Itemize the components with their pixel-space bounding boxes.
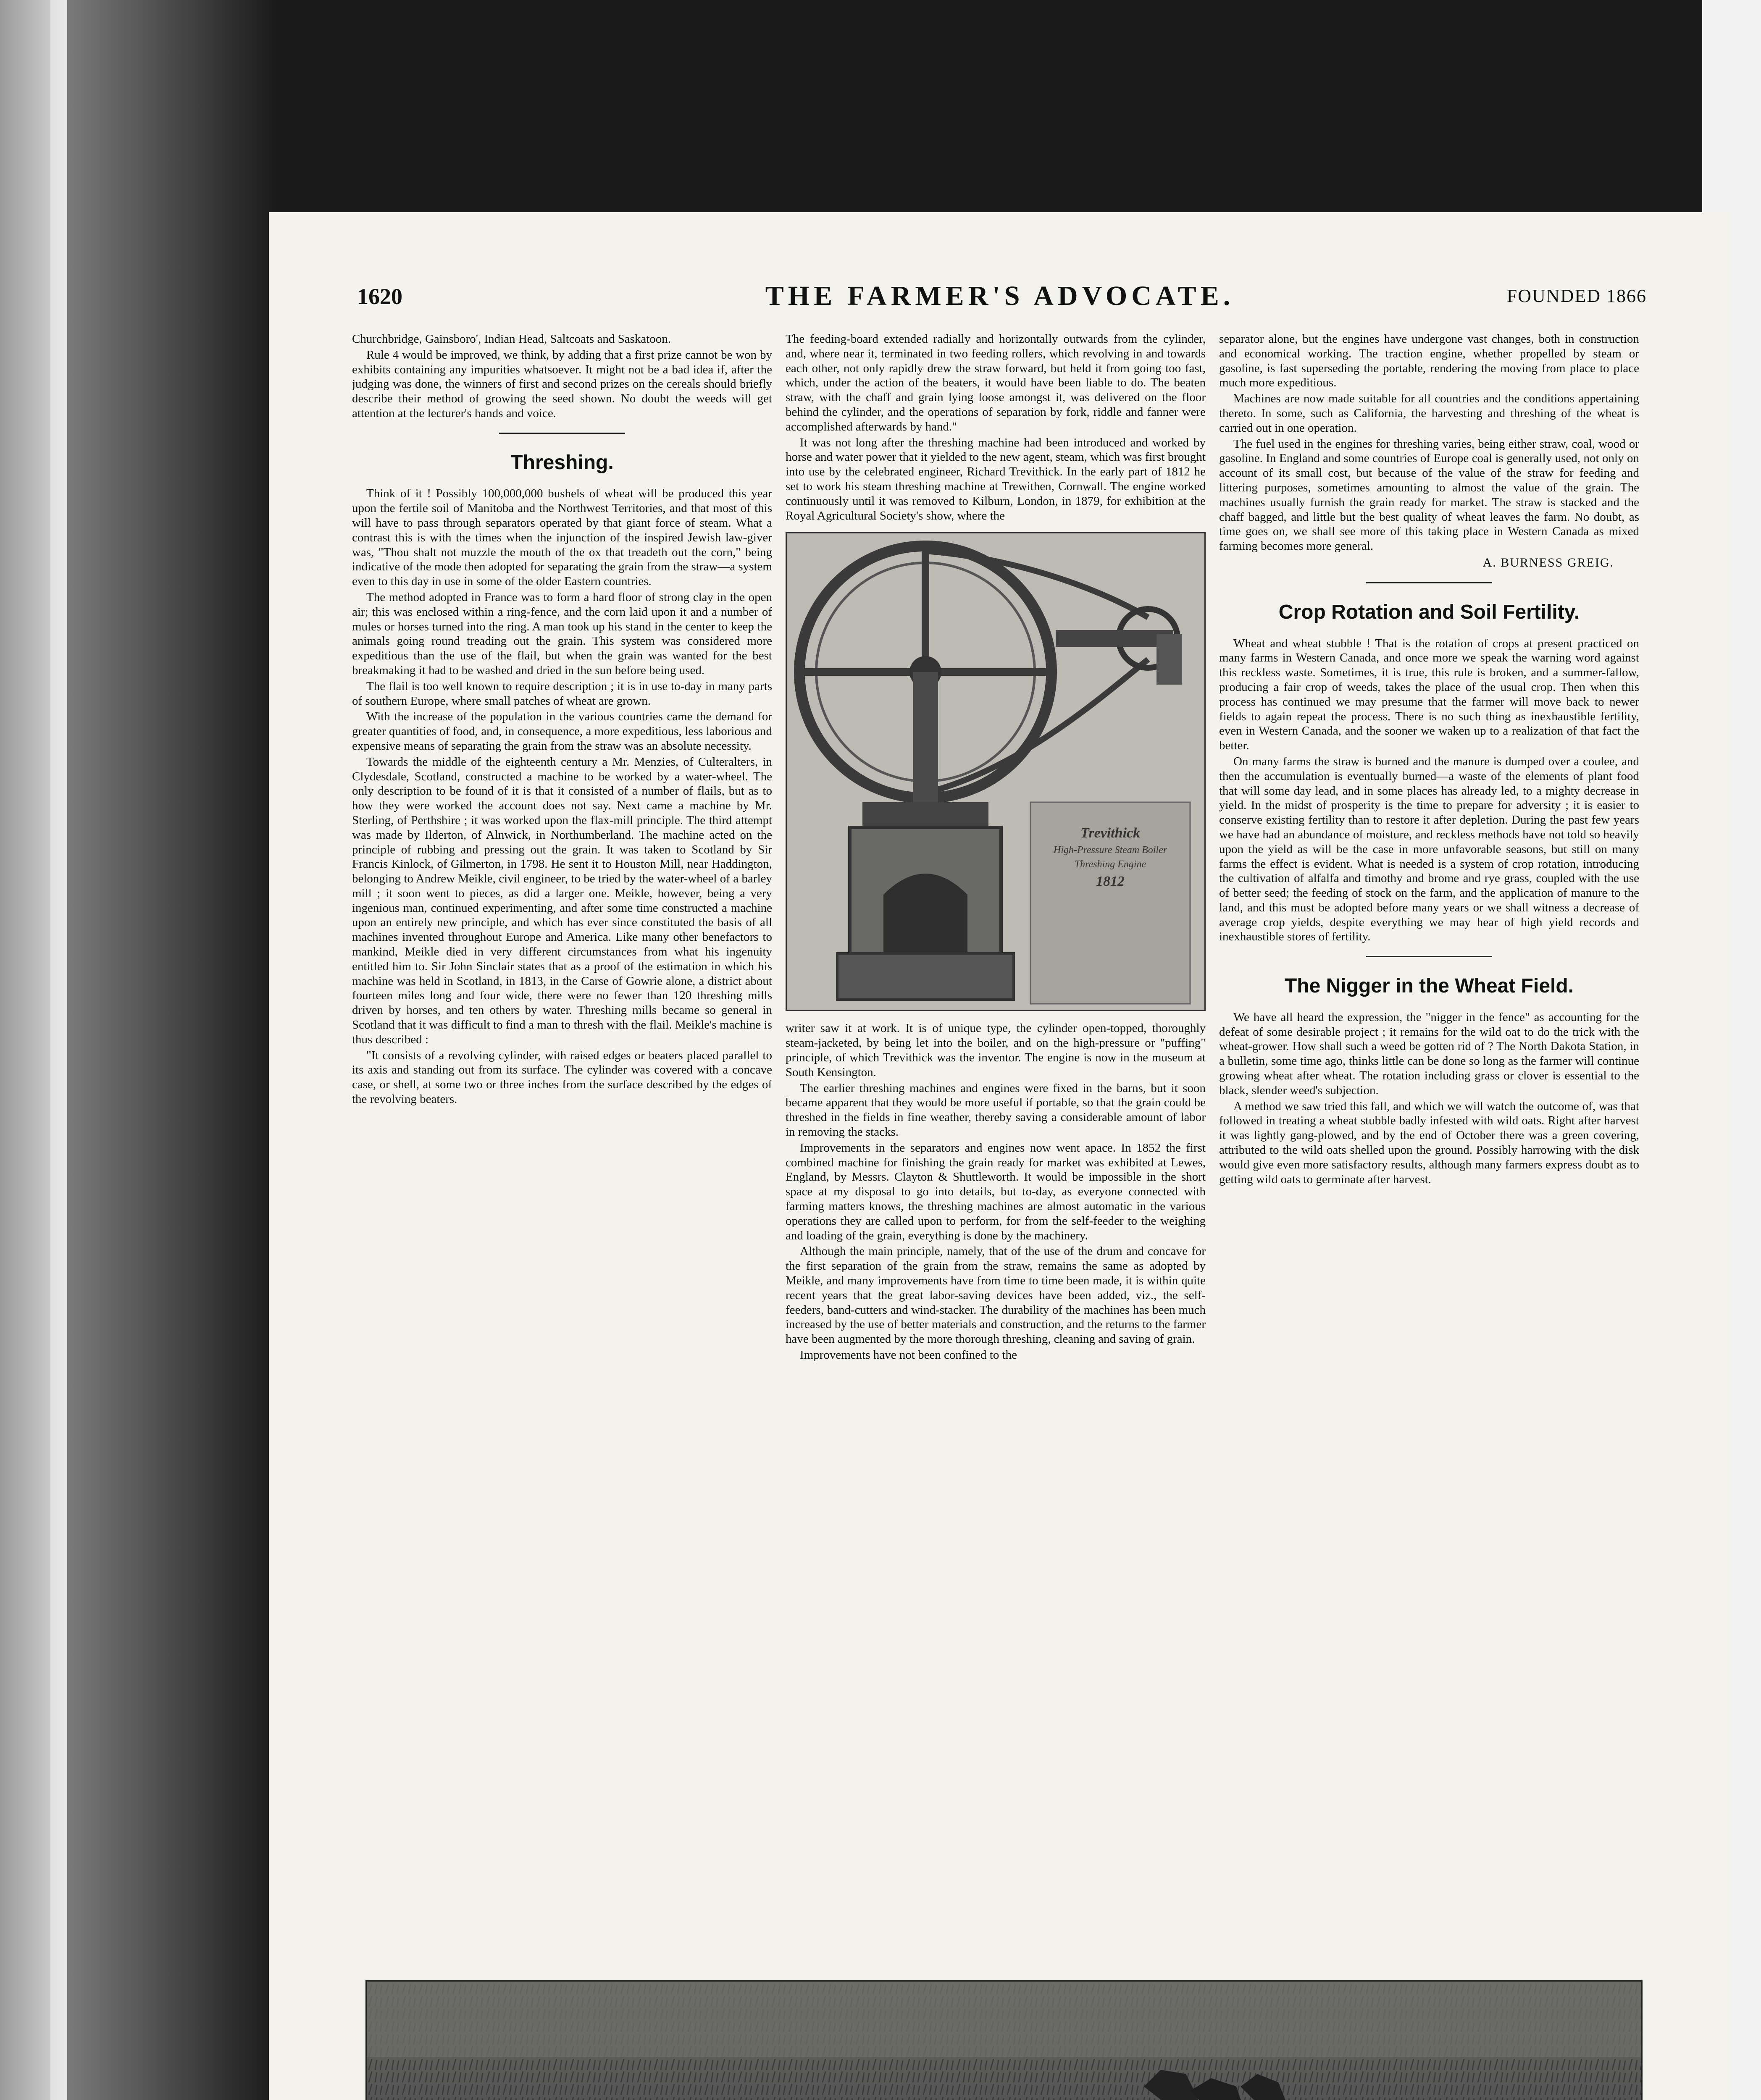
paragraph: Although the main principle, namely, that of the use of the drum and concave for the first separation of the grain from the straw, remains the same as adopted by Meikle, and many improvements have from time to time been made, it is within quite recent years that the great labor-saving devices have been added, viz., the self-feeders, band-cutters and wind-stacker. The durability of the machines has been much increased by the use of better materials and construction, and the returns to the farmer have been augmented by the more thorough threshing, cleaning and saving of grain. — [786, 1244, 1206, 1346]
heading-wheat-field: The Nigger in the Wheat Field. — [1284, 975, 1574, 998]
paragraph: Rule 4 would be improved, we think, by adding that a first prize cannot be won by exhibits containing any impurities whatsoever. It might not be a bad idea if, after the judging was done, the winners of first and second prizes on the cereals should briefly describe their method of growing the seed shown. No doubt the weeds will get attention at the lecturer's hands and voice. — [352, 348, 772, 420]
engine-plaque — [1047, 823, 1173, 891]
divider — [1366, 956, 1492, 957]
paragraph: Machines are now made suitable for all countries and the conditions appertaining thereto. In some, such as California, the harvesting and threshing of the wheat is carried out in one operation. — [1219, 392, 1639, 435]
paragraph: writer saw it at work. It is of unique type, the cylinder open-topped, thoroughly steam-jacketed, by being let into the boiler, and on the high-pressure or "puffing" principle, of which Trevithick was the inventor. The engine is now in the museum at South Kensington. — [786, 1021, 1206, 1079]
paragraph: The earlier threshing machines and engines were fixed in the barns, but it soon became apparent that they would be more useful if portable, so that the grain could be threshed in the fields in fine weather, thereby saving a considerable amount of labor in removing the stacks. — [786, 1081, 1206, 1139]
paragraph: The feeding-board extended radially and horizontally outwards from the cylinder, and, where near it, terminated in two feeding rollers, which revolving in and towards each other, not only rapidly drew the straw forward, but held it from going too fast, which, under the action of the beaters, it would have been liable to do. The beaten straw, with the chaff and grain lying loose amongst it, was delivered on the floor behind the cylinder, and the operations of separation by fork, riddle and fanner were accomplished afterwards by hand." — [786, 332, 1206, 433]
paragraph: "It consists of a revolving cylinder, with raised edges or beaters placed parallel to its axis and standing out from its surface. The cylinder was covered with a concave case, or shell, at some two or three inches from the surface described by the edges of the revolving beaters. — [352, 1048, 772, 1106]
trevithick-engine-illustration — [786, 532, 1206, 1011]
paragraph: It was not long after the threshing machine had been introduced and worked by horse and water power that it yielded to the new agent, steam, which was first brought into use by the celebrated engineer, Richard Trevithick. In the early part of 1812 he set to work his steam threshing machine at Trewithen, Cornwall. The engine worked continuously until it was removed to Kilburn, London, in 1879, for exhibition at the Royal Agricultural Society's show, where the — [786, 436, 1206, 522]
paragraph: With the increase of the population in the various countries came the demand for greater quantities of food, and, in consequence, a more expeditious, less laborious and expensive means of separating the grain from the straw was an absolute necessity. — [352, 710, 772, 753]
engine-drawing — [787, 533, 1204, 1010]
wheat-field-photo — [365, 1980, 1643, 2100]
plaque-year: 1812 — [1096, 874, 1125, 890]
scan-glare — [50, 0, 277, 2100]
paragraph: The fuel used in the engines for threshing varies, being either straw, coal, wood or gasoline. In England and some countries of Europe coal is generally used, not only on account of its small cost, but because of the value of the straw for feeding and littering purposes, sometimes amounting to almost the value of the grain. The machines usually furnish the grain ready for market. The straw is stacked and the chaff bagged, and little but the best quality of wheat leaves the farm. No doubt, as time goes on, we shall see more of this taking place in Western Canada as mixed farming becomes more general. — [1219, 437, 1639, 553]
paragraph: A method we saw tried this fall, and which we will watch the outcome of, was that followed in treating a wheat stubble badly infested with wild oats. Right after harvest it was lightly gang-plowed, and by the end of October there was a green covering, attributed to the wild oats shelled upon the ground. Possibly harrowing with the disk would give even more satisfactory results, although many farmers express doubt as to getting wild oats to germinate after harvest. — [1219, 1099, 1639, 1186]
paragraph: On many farms the straw is burned and the manure is dumped over a coulee, and then the accumulation is eventually burned—a waste of the elements of plant food that will some day lead, and in some places has already led, to a mighty decrease in yield. In the midst of prosperity is the time to prepare for adversity ; it is easier to conserve existing fertility than to restore it after depletion. During the past few years we have had an abundance of moisture, and reckless methods have not told so heavily upon the yield as will be the case in more unfavorable seasons, but still on many farms the effect is evident. What is needed is a system of crop rotation, introducing the cultivation of alfalfa and timothy and brome and rye grass, coupled with the use of better seed; the feeding of stock on the farm, and the application of manure to the land, and this must be adopted before many years or we shall witness a decrease of average crop yields, despite everything we may hear of high yield records and inexhaustible stores of fertility. — [1219, 754, 1639, 944]
heading-crop-rotation: Crop Rotation and Soil Fertility. — [1278, 601, 1580, 623]
field-photo-texture — [367, 1982, 1641, 2100]
column-3 — [1219, 332, 1639, 1945]
paragraph: Think of it ! Possibly 100,000,000 bushels of wheat will be produced this year upon the fertile soil of Manitoba and the Northwest Territories, and that most of this will have to pass through separators operated by that giant force of steam. What a contrast this is with the times when the injunction of the inspired Jewish law-giver was, "Thou shalt not muzzle the mouth of the ox that treadeth out the corn," being indicative of the mode then adopted for separating the grain from the straw—a system even to this day in use in some of the older Eastern countries. — [352, 487, 772, 588]
paragraph: The method adopted in France was to form a hard floor of strong clay in the open air; this was enclosed within a ring-fence, and the corn laid upon it and a number of mules or horses turned into the ring. A man took up his stand in the center to keep the animals going round treading out the grain. This system was considered more expeditious than the use of the flail, but when the grain was wanted for the best breakmaking it had to be washed and dried in the sun before being used. — [352, 590, 772, 677]
paragraph: Churchbridge, Gainsboro', Indian Head, Saltcoats and Saskatoon. — [352, 332, 671, 346]
divider — [1366, 582, 1492, 583]
paragraph: Improvements in the separators and engines now went apace. In 1852 the first combined machine for finishing the grain ready for market was exhibited at Lewes, England, by Messrs. Clayton & Shuttleworth. It would be impossible in the short space at my disposal to go into details, but to-day, as everyone connected with farming matters knows, the threshing machines are almost automatic in the various operations they are called upon to perform, for from the self-feeder to the weighing and loading of the grain, everything is done by the machinery. — [786, 1141, 1206, 1242]
page-number: 1620 — [357, 284, 402, 309]
heading-threshing: Threshing. — [510, 451, 614, 474]
paragraph: separator alone, but the engines have undergone vast changes, both in construction and economical working. The traction engine, whether propelled by steam or gasoline, is fast superseding the portable, rendering the moving from place to place much more expeditious. — [1219, 332, 1639, 390]
plaque-line: Threshing Engine — [1074, 858, 1146, 870]
column-2 — [786, 332, 1206, 1945]
divider — [499, 433, 625, 434]
paragraph: Towards the middle of the eighteenth century a Mr. Menzies, of Culteralters, in Clydesdale, Scotland, constructed a machine to be worked by a water-wheel. The only description to be found of it is that it consisted of a number of flails, but as to how they were worked the account does not say. Next came a machine by Mr. Sterling, of Perthshire ; it was worked upon the flax-mill principle. The third attempt was made by Ilderton, of Alnwick, in Northumberland. The machine acted on the principle of rubbing and pressing out the grain. It was taken to Scotland by Sir Francis Kinlock, of Gilmerton, in 1798. He sent it to Houston Mill, near Haddington, belonging to Andrew Meikle, civil engineer, to be tried by the water-wheel of a barley mill ; it soon went to pieces, as did a larger one. Meikle, however, being a very ingenious man, continued experimenting, and after some time constructed a machine upon an entirely new principle, and which has ever since constituted the basis of all machines invented throughout Europe and America. Like many other benefactors to mankind, Meikle died in very different circumstances from what his ingenuity entitled him to. Sir John Sinclair states that as a proof of the estimation in which his machine was held in Scotland, in 1813, in the Carse of Gowrie alone, a district about fourteen miles long and four wide, there were no fewer than 120 threshing mills driven by horses, and ten others by water. Threshing mills became so general in Scotland that it was difficult to find a man to thresh with the flail. Meikle's machine is thus described : — [352, 755, 772, 1046]
founded-label: FOUNDED 1866 — [1506, 286, 1647, 306]
plaque-line: Trevithick — [1080, 825, 1141, 841]
byline: A. BURNESS GREIG. — [1482, 555, 1614, 570]
masthead-title: THE FARMER'S ADVOCATE. — [765, 281, 1235, 311]
paragraph: We have all heard the expression, the "nigger in the fence" as accounting for the defeat of some desirable project ; it remains for the wild oat to do the trick with the wheat-grower. How shall such a weed be gotten rid of ? The North Dakota Station, in a bulletin, some time ago, thinks little can be done so long as the farmer will continue growing wheat after wheat. The rotation including grass or clover is essential to the black, slender weed's subjection. — [1219, 1010, 1639, 1097]
paragraph: The flail is too well known to require description ; it is in use to-day in many parts of southern Europe, where small patches of wheat are grown. — [352, 679, 772, 708]
paragraph: Wheat and wheat stubble ! That is the rotation of crops at present practiced on many farms in Western Canada, and once more we speak the warning word against this reckless waste. Sometimes, it is true, this rule is broken, and a summer-fallow, producing a fair crop of weeds, takes the place of the usual crop. Then when this process has continued we may presume that the farmer will move back to newer fields to again repeat the process. There is no such thing as inexhaustible fertility, even in Western Canada, and the sooner we waken up to a realization of that fact the better. — [1219, 636, 1639, 753]
newspaper-page — [269, 212, 1731, 2100]
plaque-line: High-Pressure Steam Boiler — [1053, 844, 1167, 856]
page-header — [269, 281, 1731, 321]
column-1 — [352, 332, 772, 1945]
paragraph: Improvements have not been confined to the — [800, 1348, 1017, 1362]
